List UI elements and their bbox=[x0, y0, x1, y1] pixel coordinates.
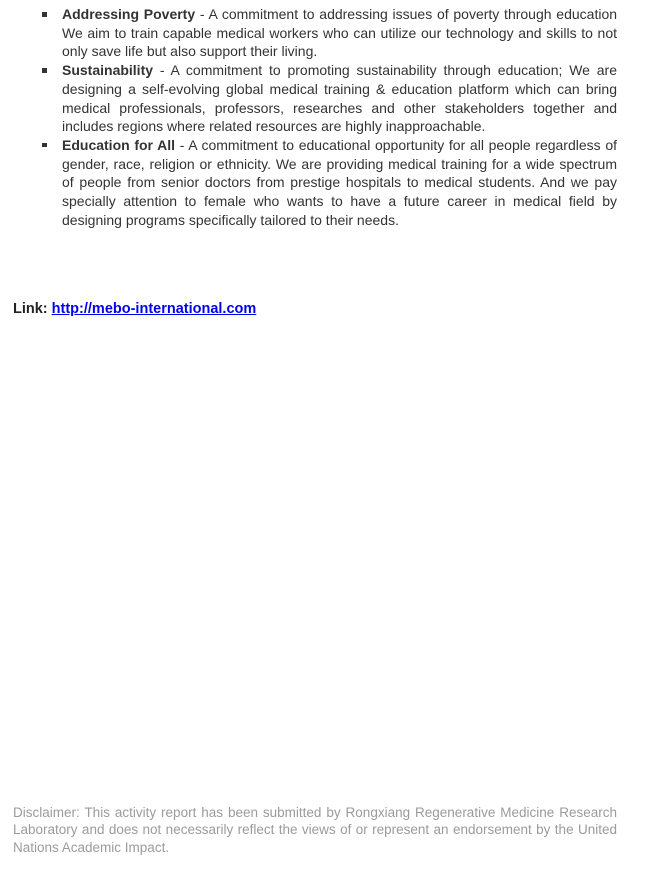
bullet-term: Addressing Poverty bbox=[62, 6, 196, 22]
bullet-term: Education for All bbox=[62, 136, 176, 153]
bullet-text: - A commitment to addressing issues of poverty through education We aim to train capable medical workers who can utilize our technology and skills to not only save life but also support their living. bbox=[62, 6, 618, 60]
list-item bbox=[62, 136, 617, 230]
bullet-text: - A commitment to educational opportunity for all people regardless of gender, race, religion or ethnicity. We are providing medical training for a wide spectrum of people from senior doctors from prestige hospitals to medical students. And we pay specially attention to female who wants to have a future career in medical field by designing programs specifically tailored to their needs. bbox=[62, 136, 617, 228]
link-label: Link: bbox=[13, 301, 48, 317]
list-item bbox=[62, 5, 617, 61]
bullet-square-icon bbox=[42, 68, 47, 73]
disclaimer-text: Disclaimer: This activity report has been submitted by Rongxiang Regenerative Medicine Research Laboratory and does not necessarily reflect the views of or represent an endorsement by the United Nations Academic Impact. bbox=[13, 805, 617, 855]
commitment-list bbox=[62, 5, 617, 229]
bullet-text: - A commitment to promoting sustainability through education; We are designing a self-evolving global medical training & education platform which can bring medical professionals, professors, researches and other stakeholders together and includes regions where related resources are highly inapproachable. bbox=[62, 62, 617, 135]
link-line bbox=[13, 300, 256, 318]
mebo-international-link[interactable]: http://mebo-international.com bbox=[51, 301, 257, 317]
list-item bbox=[62, 61, 617, 136]
bullet-term: Sustainability bbox=[62, 62, 154, 79]
bullet-square-icon bbox=[42, 143, 47, 148]
bullet-square-icon bbox=[42, 12, 47, 17]
